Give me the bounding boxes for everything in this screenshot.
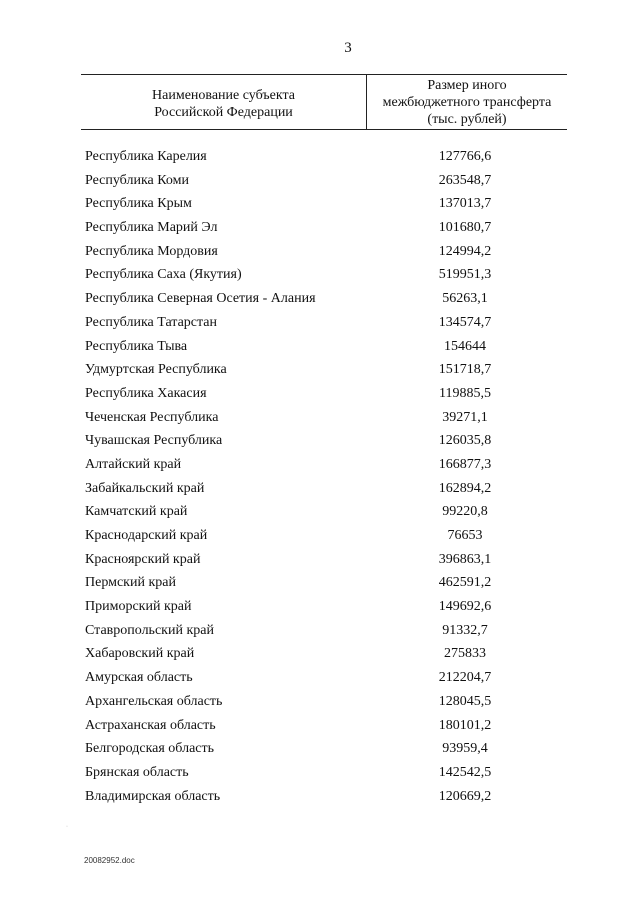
row-subject-name: Республика Крым	[85, 196, 192, 212]
footer-filename: 20082952.doc	[84, 856, 135, 865]
row-subject-name: Чеченская Республика	[85, 409, 219, 425]
row-amount: 134574,7	[438, 314, 492, 330]
table-row	[85, 358, 565, 382]
table-row	[85, 240, 565, 264]
row-amount: 180101,2	[438, 717, 492, 733]
row-amount: 120669,2	[438, 788, 492, 804]
row-amount: 212204,7	[438, 670, 492, 686]
row-amount: 263548,7	[438, 172, 492, 188]
row-amount: 126035,8	[438, 433, 492, 449]
table-row	[85, 571, 565, 595]
table-row	[85, 429, 565, 453]
row-subject-name: Республика Хакасия	[85, 385, 207, 401]
header-subject-line-1: Наименование субъекта	[152, 88, 295, 103]
row-subject-name: Республика Татарстан	[85, 314, 218, 330]
row-amount: 137013,7	[438, 196, 492, 212]
header-subject-name	[81, 75, 366, 129]
table-row	[85, 500, 565, 524]
row-subject-name: Амурская область	[85, 670, 193, 686]
table-header	[81, 74, 567, 130]
table-row	[85, 595, 565, 619]
margin-mark: ·	[66, 824, 68, 830]
header-amount-line-3: (тыс. рублей)	[427, 111, 507, 127]
row-subject-name: Алтайский край	[85, 456, 182, 472]
row-amount: 149692,6	[438, 599, 492, 615]
row-amount: 93959,4	[442, 741, 488, 757]
row-amount: 91332,7	[442, 622, 488, 638]
row-subject-name: Брянская область	[85, 764, 189, 780]
row-amount: 124994,2	[438, 243, 492, 259]
row-subject-name: Красноярский край	[85, 551, 201, 567]
row-amount: 127766,6	[438, 149, 492, 164]
row-subject-name: Хабаровский край	[85, 646, 195, 662]
row-subject-name: Владимирская область	[85, 788, 221, 804]
row-subject-name: Республика Марий Эл	[85, 220, 218, 236]
table-row	[85, 382, 565, 406]
row-subject-name: Забайкальский край	[85, 480, 205, 496]
table-row	[85, 453, 565, 477]
row-amount: 76653	[447, 528, 483, 543]
row-subject-name: Республика Саха (Якутия)	[85, 267, 242, 283]
row-subject-name: Архангельская область	[85, 693, 223, 709]
row-amount: 128045,5	[438, 693, 492, 709]
table-row	[85, 548, 565, 572]
page-number: 3	[344, 40, 352, 56]
row-subject-name: Республика Карелия	[85, 149, 207, 164]
row-amount: 39271,1	[442, 409, 488, 425]
table-row	[85, 524, 565, 548]
header-amount-line-2: межбюджетного трансферта	[382, 94, 552, 110]
table-body	[85, 145, 565, 808]
table-row	[85, 761, 565, 785]
header-subject-line-2: Российской Федерации	[154, 105, 293, 120]
table-row	[85, 642, 565, 666]
row-subject-name: Астраханская область	[85, 717, 216, 733]
table-row	[85, 406, 565, 430]
row-amount: 99220,8	[442, 504, 488, 520]
row-amount: 101680,7	[438, 220, 492, 236]
table-row	[85, 477, 565, 501]
row-subject-name: Республика Тыва	[85, 338, 188, 354]
table-row	[85, 619, 565, 643]
row-amount: 151718,7	[438, 362, 492, 378]
row-amount: 166877,3	[438, 456, 492, 472]
row-amount: 162894,2	[438, 480, 492, 496]
table-row	[85, 287, 565, 311]
table-row	[85, 263, 565, 287]
row-amount: 396863,1	[438, 551, 492, 567]
table-row	[85, 216, 565, 240]
header-amount-line-1: Размер иного	[427, 77, 507, 93]
table-row	[85, 737, 565, 761]
table-row	[85, 690, 565, 714]
table-row	[85, 192, 565, 216]
table-row	[85, 335, 565, 359]
row-subject-name: Приморский край	[85, 599, 192, 615]
table-row	[85, 785, 565, 809]
row-subject-name: Пермский край	[85, 575, 176, 591]
row-amount: 154644	[444, 338, 486, 354]
row-subject-name: Удмуртская Республика	[85, 362, 227, 378]
row-subject-name: Краснодарский край	[85, 528, 208, 543]
header-transfer-amount	[367, 75, 567, 129]
table-row	[85, 169, 565, 193]
row-subject-name: Белгородская область	[85, 741, 215, 757]
table-row	[85, 714, 565, 738]
row-amount: 519951,3	[438, 267, 492, 283]
row-amount: 56263,1	[442, 291, 488, 307]
row-subject-name: Чувашская Республика	[85, 433, 223, 449]
row-subject-name: Камчатский край	[85, 504, 188, 520]
row-amount: 119885,5	[439, 385, 491, 401]
row-subject-name: Республика Северная Осетия - Алания	[85, 291, 316, 307]
table-row	[85, 311, 565, 335]
row-subject-name: Республика Мордовия	[85, 243, 218, 259]
row-amount: 462591,2	[438, 575, 492, 591]
row-subject-name: Республика Коми	[85, 172, 189, 188]
row-amount: 275833	[444, 646, 486, 662]
row-subject-name: Ставропольский край	[85, 622, 214, 638]
table-row	[85, 666, 565, 690]
row-amount: 142542,5	[438, 764, 492, 780]
table-row	[85, 145, 565, 169]
